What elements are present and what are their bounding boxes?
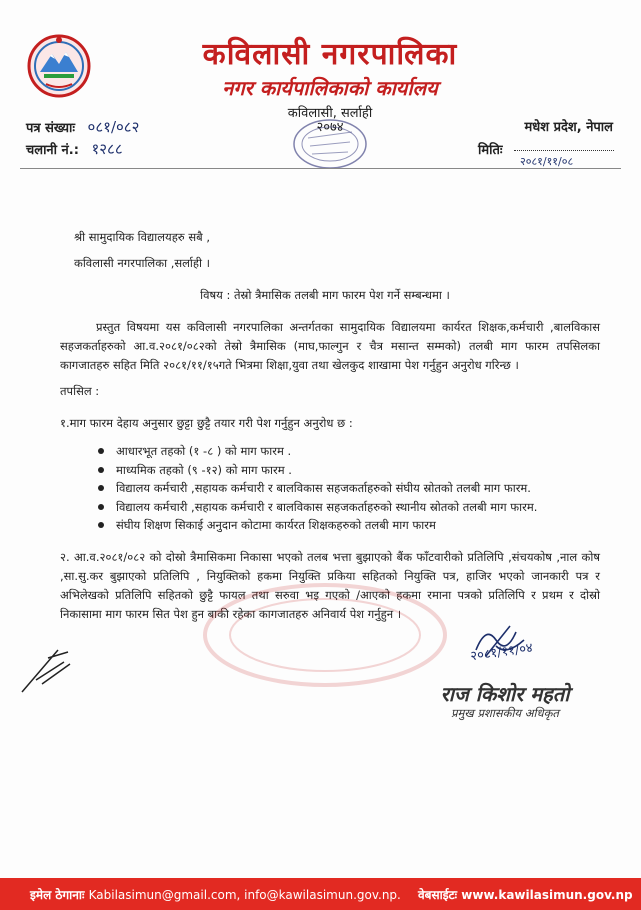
- bullet-icon: [98, 522, 104, 528]
- email-value[interactable]: Kabilasimun@gmail.com, info@kawilasimun.gov.np.: [88, 888, 401, 902]
- province-name: मधेश प्रदेश, नेपाल: [524, 120, 613, 135]
- office-place: कविलासी, सर्लाही: [287, 106, 373, 121]
- watermark-emblem: [200, 580, 450, 690]
- emblem-logo: [26, 30, 92, 102]
- established-year: २०७४: [316, 120, 344, 135]
- dispatch-number: [26, 139, 123, 159]
- bullet-icon: [98, 467, 104, 473]
- office-title: कविलासी नगरपालिका: [202, 37, 458, 72]
- website-value[interactable]: www.kawilasimun.gov.np: [461, 888, 633, 902]
- list-item: विद्यालय कर्मचारी ,सहायक कर्मचारी र बालविकास सहजकर्ताहरुको स्थानीय स्रोतको तलबी माग फारम.: [94, 498, 594, 517]
- date-dots: [514, 150, 614, 151]
- signatory-post: प्रमुख प्रशासकीय अधिकृत: [451, 706, 559, 720]
- list-item-2: २. आ.व.२०८१/०८२ को दोस्रो त्रैमासिकमा निकासा भएको तलब भत्ता बुझाएको बैंक फाँटवारीको प्रतिलिपि ,संचयकोष ,नाल कोष ,सा.सु.कर बुझाएको प्रतिलिपि , नियुक्तिको हकमा नियुक्ति प्रकिया सहितको नियुक्ति पत्र, हाजिर भएको जानकारी पत्र र अभिलेखको प्रतिलिपि सहितको छुट्टै फायल तथा सरुवा भइ गएको /आएको हकमा रमाना पत्रको प्रतिलिपि र प्रथम र दोस्रो निकासामा माग फारम सित पेश हुन बाकी रहेका कागजातहरु अनिवार्य पेश गर्नुहुन ।: [60, 550, 600, 621]
- requirement-list: [94, 442, 594, 535]
- footer-website: [418, 886, 633, 903]
- reference-number: [26, 117, 139, 137]
- list-item: आधारभूत तहको (१ -८ ) को माग फारम .: [94, 442, 594, 461]
- date-label: मितिः: [478, 143, 503, 158]
- initial-scribble: [18, 640, 78, 696]
- reference-label: पत्र संख्याः: [26, 121, 76, 136]
- header-divider: [20, 168, 621, 169]
- office-stamp: [268, 112, 378, 174]
- list-item: विद्यालय कर्मचारी ,सहायक कर्मचारी र बालविकास सहजकर्ताहरुको संघीय स्रोतको तलबी माग फारम.: [94, 479, 594, 498]
- list-item: माध्यमिक तहको (९ -१२) को माग फारम .: [94, 461, 594, 480]
- dispatch-value: १२८८: [91, 140, 123, 158]
- recipient-line-1: श्री सामुदायिक विद्यालयहरु सबै ,: [74, 230, 210, 244]
- email-label: इमेल ठेगानाः: [30, 888, 85, 902]
- body-paragraph-1: प्रस्तुत विषयमा यस कविलासी नगरपालिका अन्तर्गतका सामुदायिक विद्यालयमा कार्यरत शिक्षक,कर्मचारी ,बालविकास सहजकर्ताहरुको आ.व.२०८१/०८२को तेस्रो त्रैमासिक (माघ,फाल्गुन र चैत्र मसान्त सम्मको) तलबी माग फारम तपसिलका कागजातहरु सहित मिति २०८१/११/१५गते भित्रमा शिक्षा,युवा तथा खेलकुद शाखामा पेश गर्नुहुन अनुरोध गरिन्छ ।: [60, 320, 600, 372]
- reference-value: ०८१/०८२: [87, 118, 140, 136]
- footer-bar: [0, 878, 641, 910]
- dispatch-label: चलानी नं.:: [26, 143, 79, 158]
- list-item-1: १.माग फारम देहाय अनुसार छुट्टा छुट्टै तयार गरी पेश गर्नुहुन अनुरोध छ :: [60, 416, 353, 430]
- date-value: २०८१/११/०८: [520, 155, 574, 168]
- signature-date: २०८१/११/०४: [469, 640, 534, 665]
- bullet-icon: [98, 448, 104, 454]
- bullet-icon: [98, 485, 104, 491]
- office-subtitle: नगर कार्यपालिकाको कार्यालय: [222, 76, 438, 100]
- list-item: संघीय शिक्षण सिकाई अनुदान कोटामा कार्यरत शिक्षकहरुको तलबी माग फारम: [94, 516, 594, 535]
- tapasil-heading: तपसिल :: [60, 384, 100, 398]
- subject-line: विषय : तेस्रो त्रैमासिक तलबी माग फारम पेश गर्ने सम्बन्धमा ।: [200, 288, 450, 302]
- footer-email: [30, 886, 401, 903]
- bullet-icon: [98, 504, 104, 510]
- signatory-name: राज किशोर महतो: [440, 682, 570, 706]
- website-label: वेबसाईटः: [418, 888, 458, 902]
- recipient-line-2: कविलासी नगरपालिका ,सर्लाही ।: [74, 256, 211, 270]
